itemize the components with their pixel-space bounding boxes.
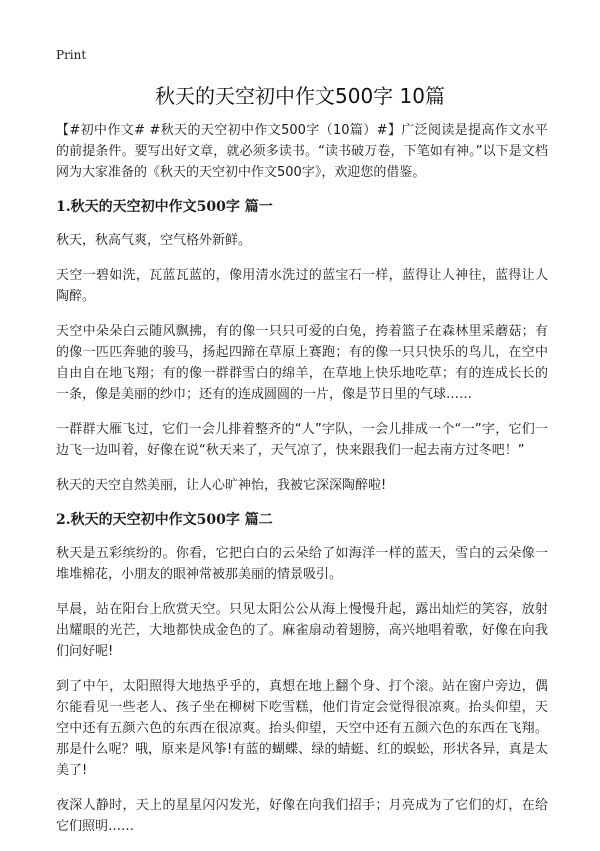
paragraph: 到了中午，太阳照得大地热乎乎的，真想在地上翻个身、打个滚。站在窗户旁边，偶尔能看见一些老人、孩子坐在柳树下吃雪糕，他们肯定会觉得很凉爽。抬头仰望，天空中还有五颜六色的东西在很凉爽。抬头仰望，天空中还有五颜六色的东西在飞翔。那是什么呢？哦，原来是风筝!有蓝的蝴蝶、绿的蜻蜓、红的蜈蚣，形状各异，真是太美了! bbox=[56, 679, 548, 778]
article-body bbox=[56, 120, 548, 851]
intro-paragraph: 【#初中作文# #秋天的天空初中作文500字（10篇）#】广泛阅读是提高作文水平的前提条件。要写出好文章，就必须多读书。“读书破万卷，下笔如有神。”以下是文档网为大家准备的《秋天的天空初中作文500字》，欢迎您的借鉴。 bbox=[56, 123, 548, 180]
page-title: 秋天的天空初中作文500字 10篇 bbox=[155, 84, 445, 108]
section-heading-2: 2.秋天的天空初中作文500字 篇二 bbox=[56, 512, 273, 528]
paragraph: 天空中朵朵白云随风飘拂，有的像一只只可爱的白兔，挎着篮子在森林里采蘑菇；有的像一匹匹奔驰的骏马，扬起四蹄在草原上赛跑；有的像一只只快乐的鸟儿，在空中自由自在地飞翔；有的像一群群雪白的绵羊，在草地上快乐地吃草；有的连成长长的一条，像是美丽的纱巾；还有的连成圆圆的一片，像是节日里的气球…… bbox=[56, 324, 548, 402]
paragraph: 秋天是五彩缤纷的。你看，它把白白的云朵给了如海洋一样的蓝天，雪白的云朵像一堆堆棉花，小朋友的眼神常被那美丽的情景吸引。 bbox=[56, 546, 548, 582]
paragraph: 天空一碧如洗，瓦蓝瓦蓝的，像用清水洗过的蓝宝石一样，蓝得让人神往，蓝得让人陶醉。 bbox=[56, 268, 548, 304]
paragraph: 一群群大雁飞过，它们一会儿排着整齐的“人”字队，一会儿排成一个“一”字，它们一边飞一边叫着，好像在说“秋天来了，天气凉了，快来跟我们一起去南方过冬吧！” bbox=[56, 422, 548, 458]
paragraph: 夜深人静时，天上的星星闪闪发光，好像在向我们招手；月亮成为了它们的灯，在给它们照明…… bbox=[56, 798, 548, 834]
print-label[interactable]: Print bbox=[56, 48, 87, 62]
paragraph: 秋天，秋高气爽，空气格外新鲜。 bbox=[56, 233, 252, 248]
section-heading-1: 1.秋天的天空初中作文500字 篇一 bbox=[56, 199, 273, 215]
paragraph: 早晨，站在阳台上欣赏天空。只见太阳公公从海上慢慢升起，露出灿烂的笑容，放射出耀眼的光芒，大地都快成金色的了。麻雀扇动着翅膀，高兴地唱着歌，好像在向我们问好呢! bbox=[56, 602, 548, 659]
paragraph: 秋天的天空自然美丽，让人心旷神怡，我被它深深陶醉啦! bbox=[56, 478, 387, 493]
